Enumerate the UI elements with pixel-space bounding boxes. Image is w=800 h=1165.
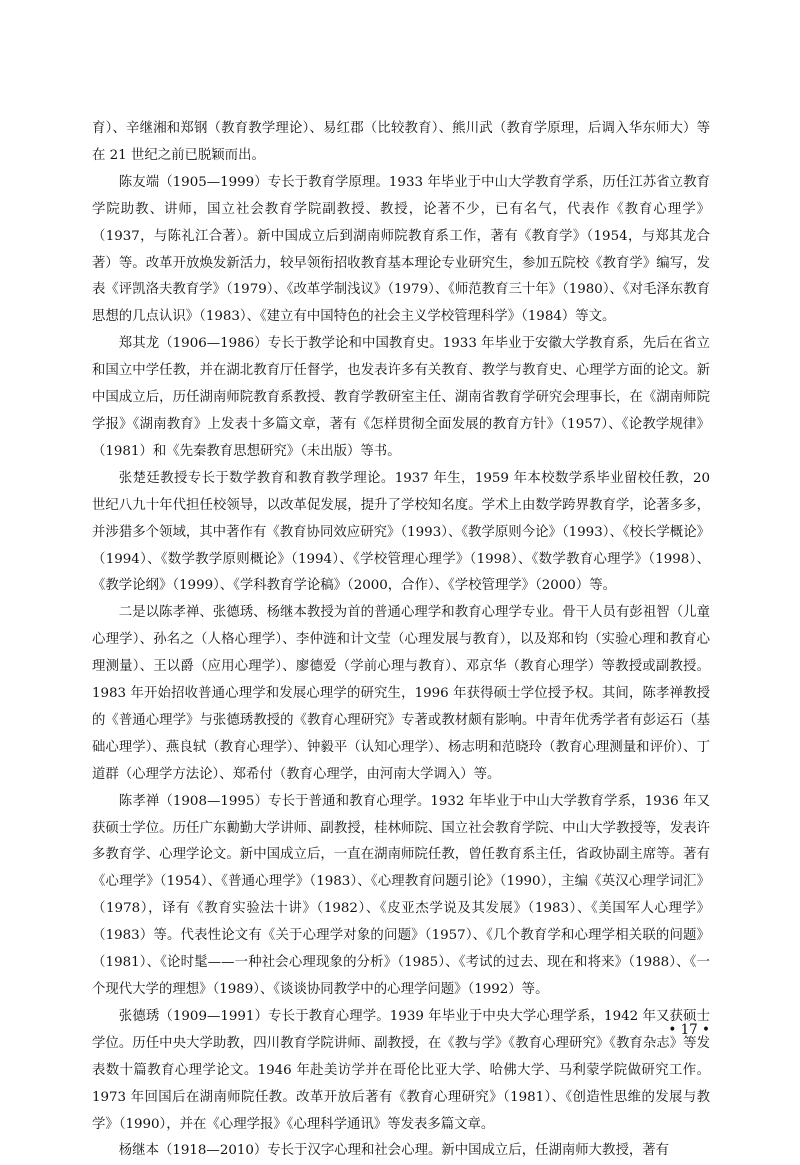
- body-text: [92, 116, 710, 1165]
- paragraph-zhang-chuting: 张楚廷教授专长于数学教育和教育教学理论。1937 年生，1959 年本校数学系毕业留校任教，20 世纪八九十年代担任校领导，以改革促发展，提升了学校知名度。学术上由数学跨界教育学，论著多多，并涉猎多个领域，其中著作有《教育协同效应研究》（1993）、《教学原则今论》（1993）、《校长学概论》（1994）、《数学教学原则概论》（1994）、《学校管理心理学》（1998）、《数学教育心理学》（1998）、《教学论纲》（1999）、《学科教育学论稿》（2000，合作）、《学校管理学》（2000）等。: [92, 470, 710, 594]
- paragraph-yang-jiben: 杨继本（1918—2010）专长于汉字心理和社会心理。新中国成立后，任湖南师大教授，著有: [118, 1143, 670, 1159]
- paragraph-chen-youduan: 陈友端（1905—1999）专长于教育学原理。1933 年毕业于中山大学教育学系，历任江苏省立教育学院助教、讲师，国立社会教育学院副教授、教授，论著不少，已有名气，代表作《教育心理学》（1937，与陈礼江合著）。新中国成立后到湖南师院教育系工作，著有《教育学》（1954，与郑其龙合著）等。改革开放焕发新活力，较早领衔招收教育基本理论专业研究生，参加五院校《教育学》编写，发表《评凯洛夫教育学》（1979）、《改革学制浅议》（1979）、《师范教育三十年》（1980）、《对毛泽东教育思想的几点认识》（1983）、《建立有中国特色的社会主义学校管理科学》（1984）等文。: [92, 174, 710, 325]
- paragraph-zheng-qilong: 郑其龙（1906—1986）专长于教学论和中国教育史。1933 年毕业于安徽大学教育系，先后在省立和国立中学任教，并在湖北教育厅任督学，也发表许多有关教育、教学与教育史、心理学方面的论文。新中国成立后，历任湖南师院教育系教授、教育学教研室主任、湖南省教育学研究会理事长，在《湖南师院学报》《湖南教育》上发表十多篇文章，著有《怎样贯彻全面发展的教育方针》（1957）、《论教学规律》（1981）和《先秦教育思想研究》（未出版）等书。: [92, 336, 710, 459]
- paragraph-continued: 育）、辛继湘和郑钢（教育教学理论）、易红郡（比较教育）、熊川武（教育学原理，后调入华东师大）等在 21 世纪之前已脱颖而出。: [92, 121, 710, 163]
- page-number: • 17 •: [668, 1022, 710, 1038]
- paragraph-zhang-dexiu: 张德琇（1909—1991）专长于教育心理学。1939 年毕业于中央大学心理学系，1942 年又获硕士学位。历任中央大学助教，四川教育学院讲师、副教授，在《教与学》《教育心理研究》《教育杂志》等发表数十篇教育心理学论文。1946 年赴美访学并在哥伦比亚大学、哈佛大学、马利蒙学院做研究工作。1973 年回国后在湖南师院任教。改革开放后著有《教育心理研究》（1981）、《创造性思维的发展与教学》（1990），并在《心理学报》《心理科学通讯》等发表多篇文章。: [92, 1008, 710, 1132]
- paragraph-chen-xiaochan: 陈孝禅（1908—1995）专长于普通和教育心理学。1932 年毕业于中山大学教育学系，1936 年又获硕士学位。历任广东勷勤大学讲师、副教授，桂林师院、国立社会教育学院、中山大学教授等，发表许多教育学、心理学论文。新中国成立后，一直在湖南师院任教，曾任教育系主任，省政协副主席等。著有《心理学》（1954）、《普通心理学》（1983）、《心理教育问题引论》（1990），主编《英汉心理学词汇》（1978），译有《教育实验法十讲》（1982）、《皮亚杰学说及其发展》（1983）、《美国军人心理学》（1983）等。代表性论文有《关于心理学对象的问题》（1957）、《几个教育学和心理学相关联的问题》（1981）、《论时髦——一种社会心理现象的分析》（1985）、《考试的过去、现在和将来》（1988）、《一个现代大学的理想》（1989）、《谈谈协同教学中的心理学问题》（1992）等。: [92, 793, 710, 997]
- paragraph-psychology-major: 二是以陈孝禅、张德琇、杨继本教授为首的普通心理学和教育心理学专业。骨干人员有彭祖智（儿童心理学）、孙名之（人格心理学）、李仲涟和计文莹（心理发展与教育），以及郑和钧（实验心理和教育心理测量）、王以爵（应用心理学）、廖德爱（学前心理与教育）、邓京华（教育心理学）等教授或副教授。1983 年开始招收普通心理学和发展心理学的研究生，1996 年获得硕士学位授予权。其间，陈孝禅教授的《普通心理学》与张德琇教授的《教育心理研究》专著或教材颇有影响。中青年优秀学者有彭运石（基础心理学）、燕良轼（教育心理学）、钟毅平（认知心理学）、杨志明和范晓玲（教育心理测量和评价）、丁道群（心理学方法论）、郑希付（教育心理学，由河南大学调入）等。: [92, 605, 710, 782]
